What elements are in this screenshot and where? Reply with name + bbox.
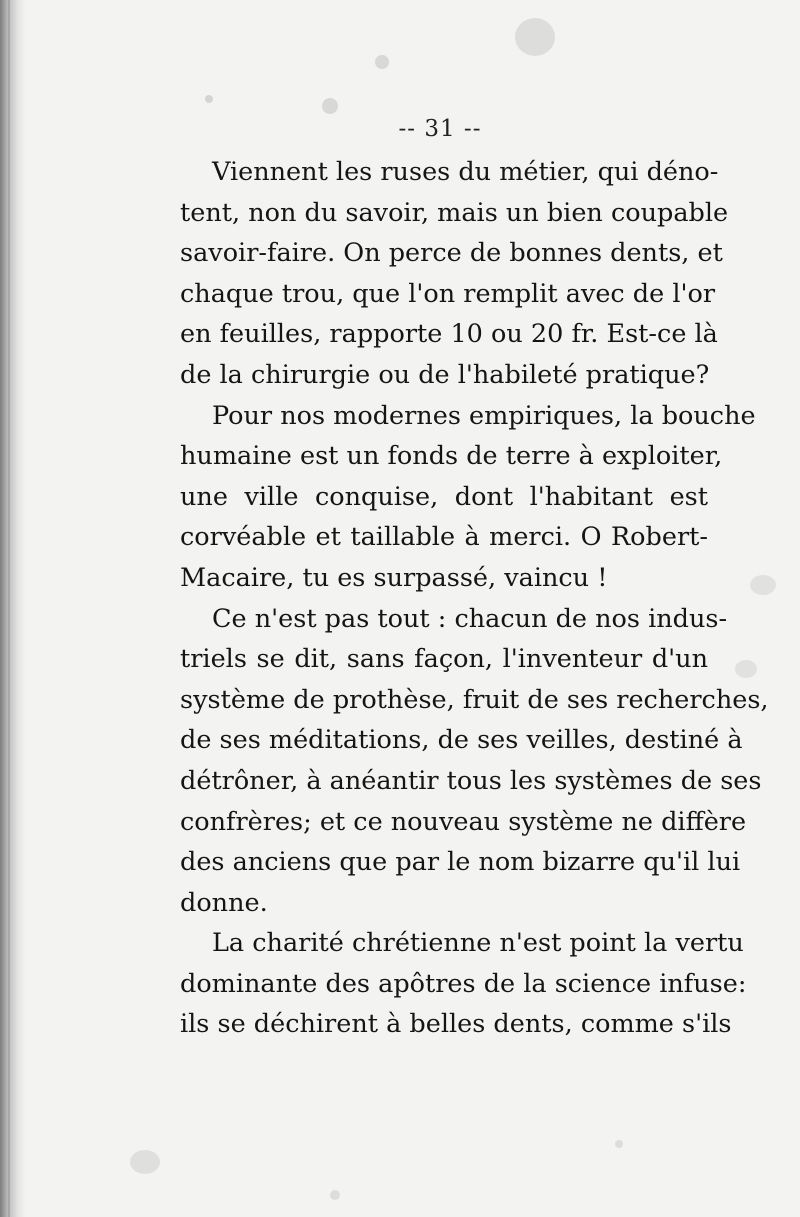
- text-line: une ville conquise, dont l'habitant est: [180, 481, 708, 512]
- text-line: ils se déchirent à belles dents, comme s'ils: [180, 1009, 732, 1040]
- binding-shadow: [0, 0, 26, 1217]
- foxing-speck: [130, 1150, 160, 1174]
- text-line: triels se dit, sans façon, l'inventeur d'un: [180, 644, 708, 675]
- text-line: de ses méditations, de ses veilles, destiné à: [180, 725, 743, 756]
- text-line: Pour nos modernes empiriques, la bouche: [212, 400, 756, 431]
- text-line: tent, non du savoir, mais un bien coupable: [180, 197, 729, 228]
- foxing-speck: [735, 660, 757, 678]
- foxing-speck: [375, 55, 389, 69]
- text-line: dominante des apôtres de la science infuse:: [180, 968, 747, 999]
- text-line: donne.: [180, 887, 268, 918]
- foxing-speck: [205, 95, 213, 103]
- text-line: corvéable et taillable à merci. O Robert-: [180, 522, 708, 553]
- text-line: La charité chrétienne n'est point la vertu: [212, 928, 744, 959]
- foxing-speck: [750, 575, 776, 595]
- foxing-speck: [330, 1190, 340, 1200]
- foxing-speck: [515, 18, 555, 56]
- text-line: Viennent les ruses du métier, qui déno-: [212, 157, 719, 187]
- text-line: savoir-faire. On perce de bonnes dents, et: [180, 238, 723, 269]
- text-line: détrôner, à anéantir tous les systèmes de ses: [180, 765, 762, 796]
- text-line: des anciens que par le nom bizarre qu'il lui: [180, 847, 741, 878]
- text-line: en feuilles, rapporte 10 ou 20 fr. Est-ce là: [180, 319, 718, 350]
- text-line: de la chirurgie ou de l'habileté pratique?: [180, 359, 710, 390]
- text-line: Macaire, tu es surpassé, vaincu !: [180, 562, 608, 593]
- text-line: chaque trou, que l'on remplit avec de l'or: [180, 278, 716, 309]
- text-line: système de prothèse, fruit de ses recherches,: [180, 684, 769, 715]
- text-line: humaine est un fonds de terre à exploiter,: [180, 441, 723, 472]
- binding-edge: [8, 0, 10, 1217]
- foxing-speck: [615, 1140, 623, 1148]
- foxing-speck: [322, 98, 338, 114]
- text-line: Ce n'est pas tout : chacun de nos indus-: [212, 603, 728, 634]
- page-number: -- 31 --: [398, 116, 482, 142]
- text-line: confrères; et ce nouveau système ne diffère: [180, 806, 747, 837]
- body-text: [180, 152, 769, 1045]
